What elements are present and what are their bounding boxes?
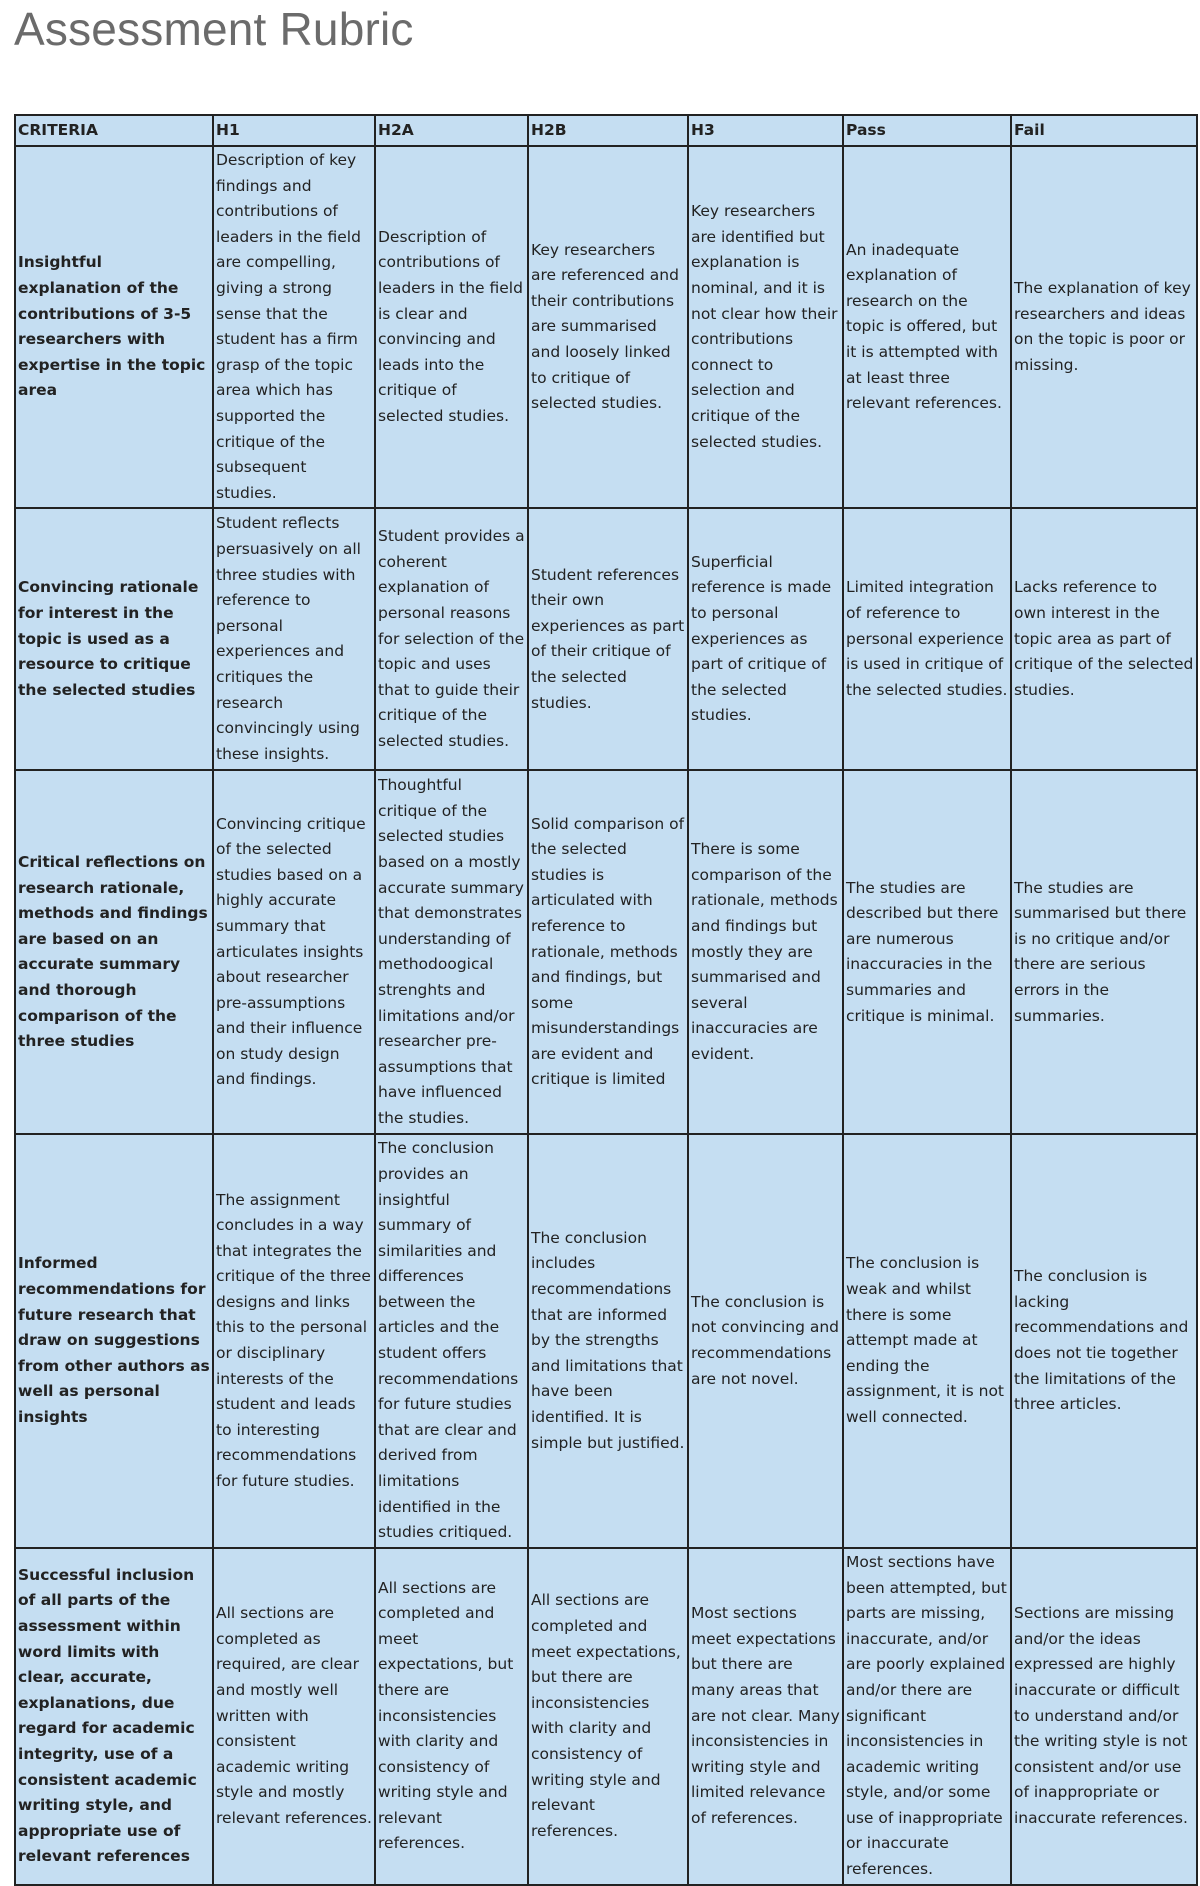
pass-cell: An inadequate explanation of research on the topic is offered, but it is attempted with at least three relevant references.	[843, 146, 1011, 508]
header-h2a: H2A	[375, 115, 528, 146]
header-pass: Pass	[843, 115, 1011, 146]
h3-cell: Most sections meet expectations but there are many areas that are not clear. Many inconsistencies in writing style and limited relevance of references.	[688, 1548, 843, 1885]
fail-cell: The explanation of key researchers and ideas on the topic is poor or missing.	[1011, 146, 1197, 508]
table-row	[15, 1134, 1197, 1548]
h2b-cell: The conclusion includes recommendations that are informed by the strengths and limitations that have been identified. It is simple but justified.	[528, 1134, 688, 1548]
h3-cell: The conclusion is not convincing and recommendations are not novel.	[688, 1134, 843, 1548]
table-row	[15, 146, 1197, 508]
criteria-cell: Critical reflections on research rationale, methods and findings are based on an accurate summary and thorough comparison of the three studies	[15, 770, 213, 1134]
h2a-cell: Description of contributions of leaders in the field is clear and convincing and leads into the critique of selected studies.	[375, 146, 528, 508]
h2b-cell: Solid comparison of the selected studies is articulated with reference to rationale, methods and findings, but some misunderstandings are evident and critique is limited	[528, 770, 688, 1134]
h2b-cell: Key researchers are referenced and their contributions are summarised and loosely linked to critique of selected studies.	[528, 146, 688, 508]
table-row	[15, 1548, 1197, 1885]
h2a-cell: All sections are completed and meet expectations, but there are inconsistencies with clarity and consistency of writing style and relevant references.	[375, 1548, 528, 1885]
fail-cell: Lacks reference to own interest in the topic area as part of critique of the selected studies.	[1011, 508, 1197, 770]
page-title: Assessment Rubric	[14, 3, 414, 55]
h1-cell: All sections are completed as required, are clear and mostly well written with consistent academic writing style and mostly relevant references.	[213, 1548, 375, 1885]
criteria-cell: Insightful explanation of the contributions of 3-5 researchers with expertise in the topic area	[15, 146, 213, 508]
pass-cell: Most sections have been attempted, but parts are missing, inaccurate, and/or are poorly explained and/or there are significant inconsistencies in academic writing style, and/or some use of inappropriate or inaccurate references.	[843, 1548, 1011, 1885]
header-h1: H1	[213, 115, 375, 146]
fail-cell: Sections are missing and/or the ideas expressed are highly inaccurate or difficult to understand and/or the writing style is not consistent and/or use of inappropriate or inaccurate references.	[1011, 1548, 1197, 1885]
h3-cell: Superficial reference is made to personal experiences as part of critique of the selected studies.	[688, 508, 843, 770]
fail-cell: The conclusion is lacking recommendations and does not tie together the limitations of the three articles.	[1011, 1134, 1197, 1548]
h2b-cell: All sections are completed and meet expectations, but there are inconsistencies with clarity and consistency of writing style and relevant references.	[528, 1548, 688, 1885]
table-row	[15, 770, 1197, 1134]
header-fail: Fail	[1011, 115, 1197, 146]
pass-cell: The conclusion is weak and whilst there is some attempt made at ending the assignment, it is not well connected.	[843, 1134, 1011, 1548]
header-criteria: CRITERIA	[15, 115, 213, 146]
h3-cell: Key researchers are identified but explanation is nominal, and it is not clear how their contributions connect to selection and critique of the selected studies.	[688, 146, 843, 508]
header-h3: H3	[688, 115, 843, 146]
criteria-cell: Informed recommendations for future research that draw on suggestions from other authors as well as personal insights	[15, 1134, 213, 1548]
h3-cell: There is some comparison of the rationale, methods and findings but mostly they are summarised and several inaccuracies are evident.	[688, 770, 843, 1134]
h1-cell: Description of key findings and contributions of leaders in the field are compelling, giving a strong sense that the student has a firm grasp of the topic area which has supported the critique of the subsequent studies.	[213, 146, 375, 508]
h1-cell: The assignment concludes in a way that integrates the critique of the three designs and links this to the personal or disciplinary interests of the student and leads to interesting recommendations for future studies.	[213, 1134, 375, 1548]
h2a-cell: Thoughtful critique of the selected studies based on a mostly accurate summary that demonstrates understanding of methodoogical strenghts and limitations and/or researcher pre-assumptions that have influenced the studies.	[375, 770, 528, 1134]
fail-cell: The studies are summarised but there is no critique and/or there are serious errors in the summaries.	[1011, 770, 1197, 1134]
pass-cell: The studies are described but there are numerous inaccuracies in the summaries and critique is minimal.	[843, 770, 1011, 1134]
pass-cell: Limited integration of reference to personal experience is used in critique of the selected studies.	[843, 508, 1011, 770]
header-row	[15, 115, 1197, 146]
h2b-cell: Student references their own experiences as part of their critique of the selected studies.	[528, 508, 688, 770]
criteria-cell: Successful inclusion of all parts of the assessment within word limits with clear, accurate, explanations, due regard for academic integrity, use of a consistent academic writing style, and appropriate use of relevant references	[15, 1548, 213, 1885]
rubric-table	[14, 114, 1198, 1886]
h1-cell: Convincing critique of the selected studies based on a highly accurate summary that articulates insights about researcher pre-assumptions and their influence on study design and findings.	[213, 770, 375, 1134]
h2a-cell: The conclusion provides an insightful summary of similarities and differences between the articles and the student offers recommendations for future studies that are clear and derived from limitations identified in the studies critiqued.	[375, 1134, 528, 1548]
header-h2b: H2B	[528, 115, 688, 146]
h1-cell: Student reflects persuasively on all three studies with reference to personal experiences and critiques the research convincingly using these insights.	[213, 508, 375, 770]
h2a-cell: Student provides a coherent explanation of personal reasons for selection of the topic and uses that to guide their critique of the selected studies.	[375, 508, 528, 770]
criteria-cell: Convincing rationale for interest in the topic is used as a resource to critique the selected studies	[15, 508, 213, 770]
table-row	[15, 508, 1197, 770]
